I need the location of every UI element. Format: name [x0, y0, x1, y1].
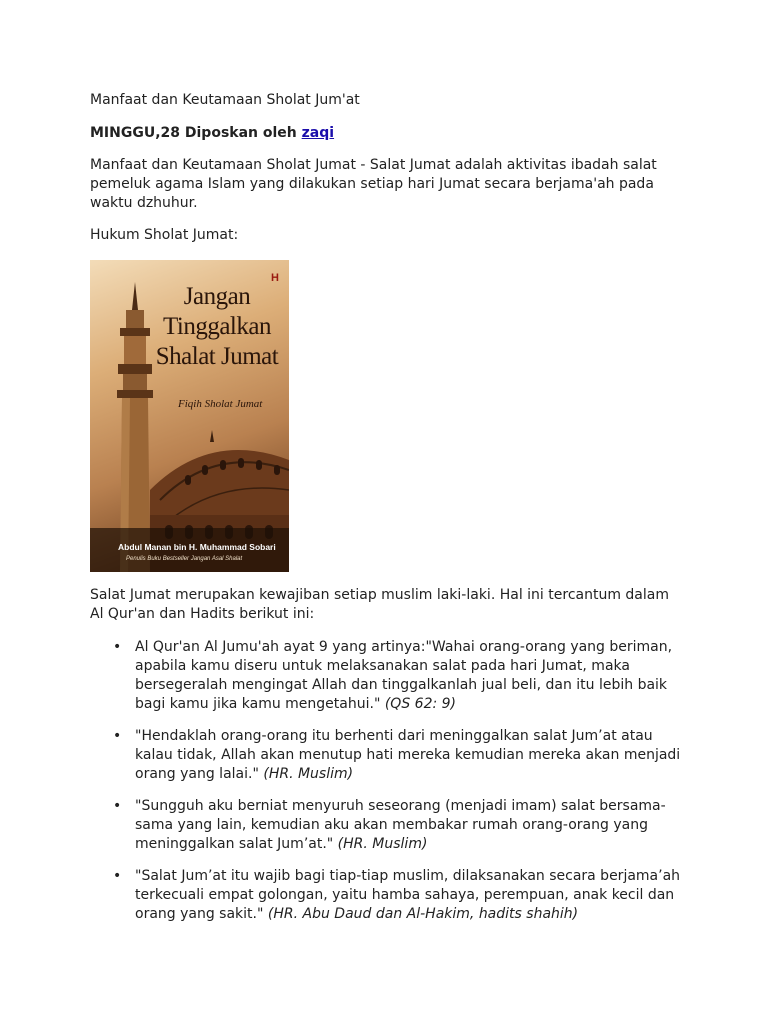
list-item-citation: (HR. Muslim) — [337, 836, 428, 852]
list-item — [113, 867, 690, 924]
bullet-icon: • — [113, 798, 122, 814]
list-item — [113, 727, 690, 784]
bullet-icon: • — [113, 639, 122, 655]
obligation-paragraph: Salat Jumat merupakan kewajiban setiap muslim laki-laki. Hal ini tercantum dalam Al Qur'an dan Hadits berikut ini: — [90, 587, 669, 622]
list-item-citation: (QS 62: 9) — [384, 696, 457, 712]
list-item — [113, 797, 690, 854]
book-cover-image — [90, 260, 289, 572]
evidence-list — [90, 638, 690, 924]
list-item — [113, 638, 690, 714]
list-item-citation: (HR. Muslim) — [263, 766, 354, 782]
cover-author-note: Penulis Buku Bestseller Jangan Asal Shalat — [126, 556, 243, 562]
post-date-label: MINGGU,28 Diposkan oleh — [90, 125, 297, 141]
list-item-citation: (HR. Abu Daud dan Al-Hakim, hadits shahih) — [267, 906, 579, 922]
article-title: Manfaat dan Keutamaan Sholat Jum'at — [90, 92, 360, 108]
list-item-text: "Salat Jum’at itu wajib bagi tiap-tiap muslim, dilaksanakan secara berjama’ah terkecuali empat golongan, yaitu hamba sahaya, perempuan, anak kecil dan orang yang sakit." — [135, 868, 681, 922]
intro-paragraph: Manfaat dan Keutamaan Sholat Jumat - Salat Jumat adalah aktivitas ibadah salat pemeluk agama Islam yang dilakukan setiap hari Jumat secara berjama'ah pada waktu dzhuhur. — [90, 157, 657, 211]
list-item-text: "Hendaklah orang-orang itu berhenti dari meninggalkan salat Jum’at atau kalau tidak, Allah akan menutup hati mereka kemudian mereka akan menjadi orang yang lalai." — [135, 728, 681, 782]
cover-title-line-1: Jangan — [183, 283, 251, 310]
author-link[interactable]: zaqi — [301, 125, 335, 141]
hukum-heading: Hukum Sholat Jumat: — [90, 227, 239, 243]
list-item-text: "Sungguh aku berniat menyuruh seseorang (menjadi imam) salat bersama-sama yang lain, kemudian aku akan membakar rumah orang-orang yang meninggalkan salat Jum’at." — [135, 798, 666, 852]
cover-author: Abdul Manan bin H. Muhammad Sobari — [118, 542, 276, 552]
cover-subtitle: Fiqih Sholat Jumat — [178, 398, 263, 410]
bullet-icon: • — [113, 728, 122, 744]
cover-title-line-3: Shalat Jumat — [155, 343, 279, 370]
post-meta — [90, 124, 690, 143]
bullet-icon: • — [113, 868, 122, 884]
cover-title — [152, 282, 282, 372]
article — [90, 91, 690, 937]
list-item-text: Al Qur'an Al Jumu'ah ayat 9 yang artinya:"Wahai orang-orang yang beriman, apabila kamu diseru untuk melaksanakan salat pada hari Jumat, maka bersegeralah mengingat Allah dan tinggalkanlah jual beli, dan itu lebih baik bagi kamu jika kamu mengetahui." — [135, 639, 673, 712]
cover-title-line-2: Tinggalkan — [163, 313, 271, 340]
publisher-logo: H — [271, 272, 279, 284]
